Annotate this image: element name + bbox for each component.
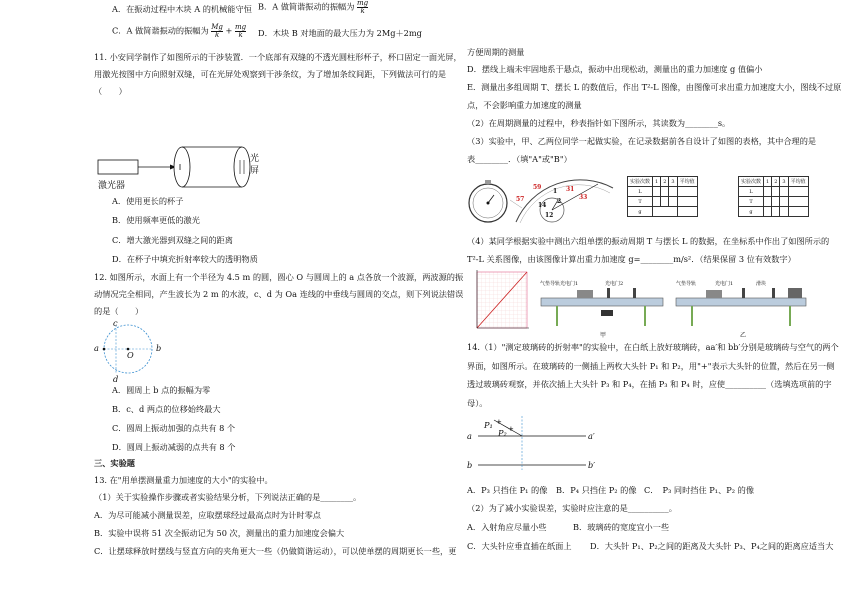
q13-part1: （1）关于实验操作步骤或者实验结果分析，下列说法正确的是________。 [94, 492, 362, 502]
laser-label: 激光器 [98, 181, 126, 191]
svg-text:+: + [496, 418, 502, 426]
stopwatch-31: 31 [566, 186, 575, 193]
q13-option-a: A．为尽可能减小测量误差，应取摆球经过最高点时为计时零点 [94, 510, 321, 520]
q14-option-c: C． P₃ 同时挡住 P₁、P₂ 的像 [644, 485, 755, 495]
label-p1: P₁ [484, 420, 493, 430]
label-c: c [113, 318, 118, 328]
stopwatch-33: 33 [579, 194, 588, 201]
q13-option-b: B．实验中误将 51 次全振动记为 50 次，测量出的重力加速度会偏大 [94, 528, 345, 538]
q11-paren: （ ） [94, 86, 127, 96]
label-gate1-a: 光电门1 [560, 281, 579, 287]
q13-option-c-continued: 方便周期的测量 [467, 47, 525, 57]
q12-option-a: A．圆周上 b 点的振幅为零 [112, 385, 211, 395]
q13-option-e-line2: 点，不会影响重力加速度的测量 [467, 100, 582, 110]
svg-text:+: + [508, 425, 514, 433]
stopwatch-14: 14 [538, 202, 547, 209]
label-cushion-b: 气垫导轨 [676, 281, 697, 287]
q11-stem-line1: 11. 小安同学制作了如图所示的干涉装置．一个底部有双缝的不透光圆柱形杯子，杯口固定一面光屏， [94, 52, 462, 62]
data-table-b: 实验次数 1 2 3 平均值 L T g [738, 176, 809, 217]
label-gate1-b: 光电门1 [715, 281, 734, 287]
stopwatch-12: 12 [545, 212, 554, 219]
q13-part4-line1: （4）某同学根据实验中测出六组单摆的振动周期 T 与摆长 L 的数据，在坐标系中作出了如图所示的 [467, 236, 830, 246]
q13-option-d: D．摆线上端未牢固地系于悬点，振动中出现松动，测量出的重力加速度 g 值偏小 [467, 64, 763, 74]
q13-stem: 13. 在"用单摆测量重力加速度的大小"的实验中。 [94, 475, 273, 485]
q13-part3-line2: 表________．（填"A"或"B"） [467, 154, 572, 164]
label-bb-left: b [467, 460, 473, 470]
q14-option-a: A．P₃ 只挡住 P₁ 的像 [467, 485, 548, 495]
label-aa-right: a′ [588, 431, 595, 441]
q12-stem-line3: 的是（ ） [94, 306, 144, 316]
q12-stem-line1: 12. 如图所示，水面上有一个半径为 4.5 m 的圆，圆心 O 与圆周上的 a 点各放一个波源，两波源的振 [94, 272, 464, 282]
q10-option-a: A．在振动过程中木块 A 的机械能守恒 [112, 4, 252, 14]
q14-line4: 母）。 [467, 398, 488, 408]
q14-part2-option-c: C．大头针应垂直插在纸面上 [467, 541, 572, 551]
q13-option-c: C．让摆球释放时摆线与竖直方向的夹角更大一些（仍做简谐运动），可以使单摆的周期更长一些，更 [94, 546, 457, 556]
q10-option-c: C．A 做简谐振动的振幅为 $\frac{Mg}{k}$ + $\frac{mg}{k}$ [112, 23, 247, 39]
label-block-b: 滑块 [756, 281, 767, 287]
label-gate2-a: 光电门2 [605, 281, 624, 287]
label-a-fig: 甲 [600, 332, 607, 339]
label-b: b [156, 343, 162, 353]
q11-option-b: B．使用频率更低的激光 [112, 215, 200, 225]
q10-option-b: B．A 做简谐振动的振幅为 $\frac{mg}{k}$ [258, 0, 369, 15]
stopwatch-59: 59 [533, 184, 542, 191]
label-b-fig: 乙 [740, 332, 747, 339]
q11-option-a: A．使用更长的杯子 [112, 196, 184, 206]
q14-part2: （2）为了减小实验误差，实验时应注意的是__________。 [467, 503, 677, 513]
q13-part3-line1: （3）实验中，甲、乙两位同学一起做实验，在记录数据前各自设计了如图的表格，其中合理的是 [467, 136, 817, 146]
stopwatch-1: 1 [553, 188, 558, 195]
t2-l-graph [469, 270, 531, 336]
stopwatch-2: 2 [557, 198, 562, 205]
q14-line1: 14.（1）"测定玻璃砖的折射率"的实验中，在白纸上放好玻璃砖，aa′和 bb′分别是玻璃砖与空气的两个 [467, 342, 839, 352]
q11-stem-line2: 用激光按图中方向照射双缝，可在光屏处观察到干涉条纹，为了增加条纹间距，下列做法可行的是 [94, 69, 447, 79]
stopwatch-57: 57 [516, 196, 525, 203]
label-o: O [127, 350, 134, 360]
q10-optb-fraction: $\frac{mg}{k}$ [357, 0, 369, 15]
q12-option-b: B．c、d 两点的位移始终最大 [112, 404, 221, 414]
q14-option-b: B．P₄ 只挡住 P₂ 的像 [556, 485, 637, 495]
q11-option-c: C．增大激光器到双缝之间的距离 [112, 235, 233, 245]
q12-option-d: D．圆周上振动减弱的点共有 8 个 [112, 442, 236, 452]
label-p2: P₂ [498, 428, 507, 438]
data-table-a: 实验次数 1 2 3 平均值 L T g [627, 176, 698, 217]
q14-line2: 界面，如图所示。在玻璃砖的一侧插上两枚大头针 P₁ 和 P₂，用"+"表示大头针的位置，然后在另一侧 [467, 361, 835, 371]
q12-option-c: C．圆周上振动加强的点共有 8 个 [112, 423, 236, 433]
q14-part2-option-b: B．玻璃砖的宽度宜小一些 [573, 522, 670, 532]
label-aa-left: a [467, 431, 472, 441]
label-d: d [113, 374, 119, 384]
screen-label-2: 屏 [250, 166, 260, 176]
q14-line3: 透过玻璃砖观察，并依次插上大头针 P₃ 和 P₄，在插 P₃ 和 P₄ 时，应使__________（选填选项前的字 [467, 379, 832, 389]
q13-part4-line2: T²-L 关系图像，由该图像计算出重力加速度 g=________m/s²．（结果保留 3 位有效数字） [467, 254, 796, 264]
label-cushion-a: 气垫导轨 [540, 281, 561, 287]
q10-option-d: D．木块 B 对地面的最大压力为 2Mg＋2mg [258, 28, 422, 38]
q13-option-e-line1: E．测量出多组周期 T、摆长 L 的数值后，作出 T²-L 图像，由图像可求出重力加速度大小，图线不过原 [467, 82, 842, 92]
q14-part2-option-a: A．入射角应尽量小些 [467, 522, 547, 532]
screen-label-1: 光 [250, 154, 260, 164]
q14-part2-option-d: D．大头针 P₁、P₂之间的距离及大头针 P₃、P₄之间的距离应适当大 [590, 541, 834, 551]
stopwatch-figure [468, 170, 618, 228]
section-heading-experiments: 三、实验题 [94, 458, 135, 468]
q11-option-d: D．在杯子中填充折射率较大的透明物质 [112, 254, 258, 264]
label-bb-right: b′ [588, 460, 596, 470]
q13-part2: （2）在周期测量的过程中，秒表指针如下图所示，其读数为________s。 [467, 118, 731, 128]
q12-stem-line2: 动情况完全相同，产生波长为 2 m 的水波，c、d 为 Oa 连线的中垂线与圆周的交点，则下列说法错误 [94, 289, 464, 299]
label-a: a [94, 343, 99, 353]
